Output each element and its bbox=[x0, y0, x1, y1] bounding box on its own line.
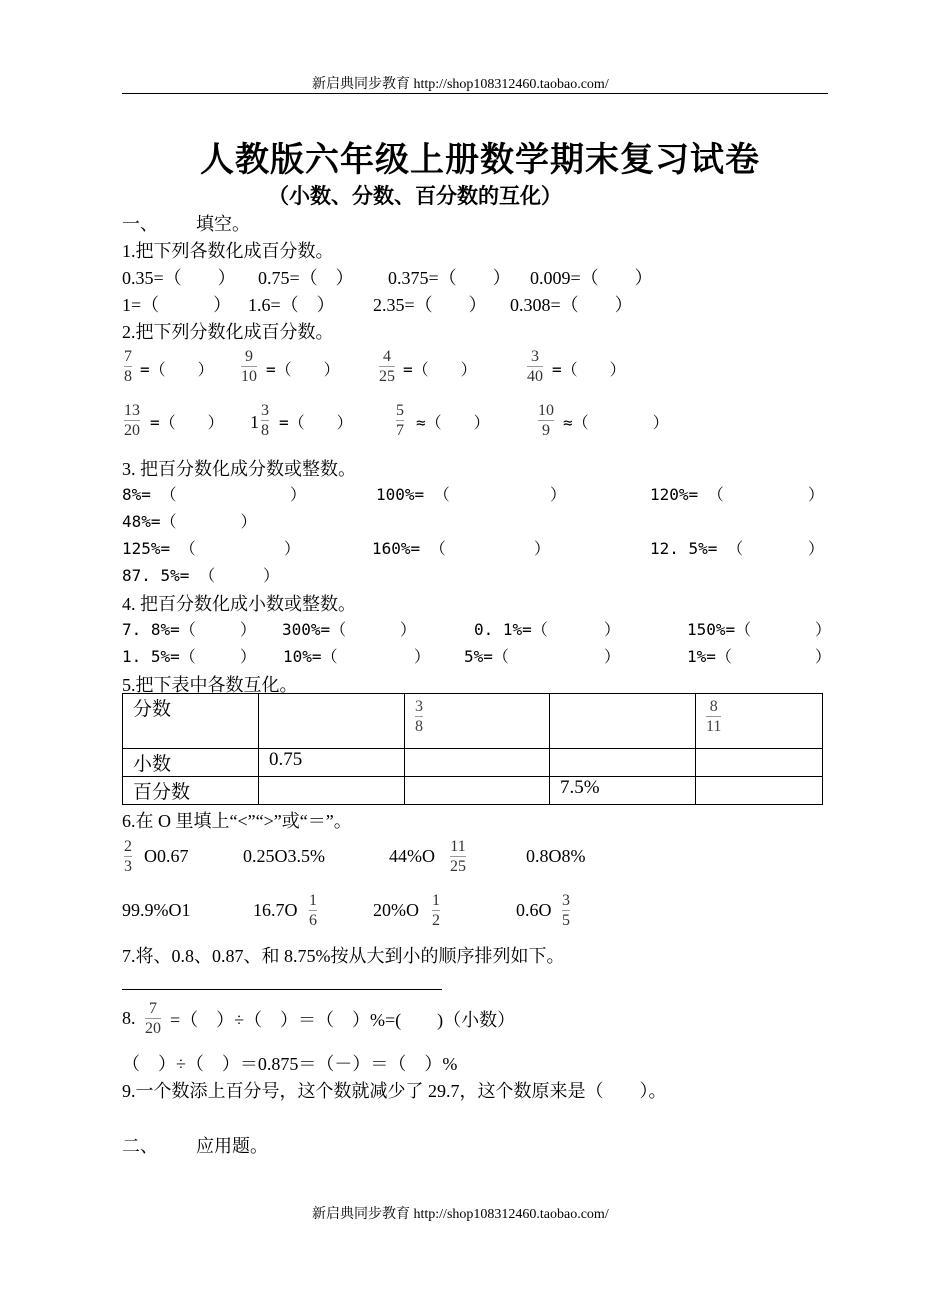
q4-title: 4. 把百分数化成小数或整数。 bbox=[122, 594, 356, 614]
q4-item: 7. 8%=（ bbox=[122, 620, 196, 639]
q4-item: ） bbox=[815, 620, 832, 639]
section-1-number: 一、 bbox=[122, 214, 158, 234]
table-cell bbox=[696, 777, 823, 805]
q6-comparison: O0.67 bbox=[144, 846, 189, 866]
q2-fraction: 4 25 bbox=[379, 348, 395, 385]
q3-item: 8%= （ bbox=[122, 485, 177, 504]
table-cell bbox=[405, 694, 550, 749]
q9-text: 9.一个数添上百分号，这个数就减少了 29.7，这个数原来是（ ）。 bbox=[122, 1081, 667, 1101]
table-row-label: 小数 bbox=[123, 749, 259, 777]
q3-item: 100%= （ bbox=[376, 485, 450, 504]
q3-item: ） bbox=[290, 485, 307, 504]
q3-item: ） bbox=[808, 485, 825, 504]
table-cell bbox=[550, 749, 696, 777]
q1-item: 0.375=（ ） bbox=[388, 268, 511, 288]
q1-title: 1.把下列各数化成百分数。 bbox=[122, 241, 334, 261]
q1-item: 0.308=（ ） bbox=[510, 295, 633, 315]
page-subtitle: （小数、分数、百分数的互化） bbox=[268, 183, 562, 208]
q1-item: 0.75=（ ） bbox=[258, 268, 354, 288]
q6-comparison: 20%O bbox=[373, 900, 419, 920]
q6-fraction: 11 25 bbox=[450, 838, 466, 875]
q7-answer-line bbox=[122, 989, 442, 990]
q5-title: 5.把下表中各数互化。 bbox=[122, 675, 298, 695]
q4-item: ） bbox=[240, 647, 257, 666]
q1-item: 0.35=（ ） bbox=[122, 268, 236, 288]
section-2-number: 二、 bbox=[122, 1136, 158, 1156]
q2-answer: ≈（ ） bbox=[416, 413, 490, 432]
table-cell bbox=[405, 749, 550, 777]
q7-text: 7.将、0.8、0.87、和 8.75%按从大到小的顺序排列如下。 bbox=[122, 946, 565, 966]
q6-comparison: 99.9%O1 bbox=[122, 900, 191, 920]
q6-fraction: 1 2 bbox=[432, 892, 440, 929]
q2-fraction: 3 8 bbox=[261, 402, 269, 439]
q2-fraction: 5 7 bbox=[396, 402, 404, 439]
page-footer: 新启典同步教育 http://shop108312460.taobao.com/ bbox=[312, 1207, 609, 1222]
q3-item: ） bbox=[284, 539, 301, 558]
q2-answer: =（ ） bbox=[279, 413, 353, 432]
q4-item: ） bbox=[240, 620, 257, 639]
q3-item: 87. 5%= （ ） bbox=[122, 566, 280, 585]
q6-fraction: 2 3 bbox=[124, 838, 132, 875]
q4-item: 150%=（ bbox=[687, 620, 752, 639]
q6-fraction: 3 5 bbox=[562, 892, 570, 929]
q2-answer: =（ ） bbox=[150, 413, 224, 432]
header-rule bbox=[122, 93, 828, 94]
q4-item: ） bbox=[400, 620, 417, 639]
table-cell bbox=[259, 777, 405, 805]
q1-item: 0.009=（ ） bbox=[530, 268, 653, 288]
table-cell bbox=[405, 777, 550, 805]
q2-fraction: 13 20 bbox=[124, 402, 140, 439]
table-fraction: $\frac{8}{11}$ bbox=[706, 698, 722, 735]
table-row bbox=[123, 777, 823, 805]
q4-item: 0. 1%=（ bbox=[474, 620, 548, 639]
q8-line-2: （ ）÷（ ）＝0.875＝（－）＝（ ）% bbox=[122, 1054, 458, 1074]
q3-item: 125%= （ bbox=[122, 539, 196, 558]
q1-item: 1=（ ） bbox=[122, 295, 232, 315]
q3-title: 3. 把百分数化成分数或整数。 bbox=[122, 459, 356, 479]
q4-item: ） bbox=[414, 647, 431, 666]
table-row-label: 分数 bbox=[123, 694, 259, 749]
q4-item: 1. 5%=（ bbox=[122, 647, 196, 666]
q6-comparison: 0.25O3.5% bbox=[243, 846, 325, 866]
q6-fraction: 1 6 bbox=[309, 892, 317, 929]
q6-title: 6.在 O 里填上“<”“>”或“＝”。 bbox=[122, 811, 352, 831]
page-title: 人教版六年级上册数学期末复习试卷 bbox=[200, 140, 760, 180]
table-cell bbox=[696, 694, 823, 749]
section-2-label: 应用题。 bbox=[196, 1136, 268, 1156]
q3-item: 48%=（ ） bbox=[122, 512, 257, 531]
q3-item: 160%= （ bbox=[372, 539, 446, 558]
q4-item: 1%=（ bbox=[687, 647, 732, 666]
q2-fraction: 7 8 bbox=[124, 348, 132, 385]
q1-item: 2.35=（ ） bbox=[373, 295, 487, 315]
q4-item: 10%=（ bbox=[283, 647, 338, 666]
q3-item: ） bbox=[550, 485, 567, 504]
table-row bbox=[123, 749, 823, 777]
q3-item: ） bbox=[808, 539, 825, 558]
q4-item: ） bbox=[604, 647, 621, 666]
section-1-label: 填空。 bbox=[196, 214, 250, 234]
table-cell bbox=[259, 694, 405, 749]
q8-number: 8. bbox=[122, 1008, 136, 1028]
table-cell bbox=[550, 694, 696, 749]
q3-item: 12. 5%= （ bbox=[650, 539, 744, 558]
q3-item: ） bbox=[534, 539, 551, 558]
q2-answer: =（ ） bbox=[266, 360, 340, 379]
table-fraction: $\frac{3}{8}$ bbox=[415, 698, 423, 735]
q4-item: 5%=（ bbox=[464, 647, 509, 666]
q4-item: ） bbox=[815, 647, 832, 666]
table-row-label: 百分数 bbox=[123, 777, 259, 805]
q2-fraction: 9 10 bbox=[241, 348, 257, 385]
q4-item: ） bbox=[604, 620, 621, 639]
q6-comparison: 16.7O bbox=[253, 900, 298, 920]
q8-fraction: 7 20 bbox=[145, 1000, 161, 1037]
q1-item: 1.6=（ ） bbox=[248, 295, 335, 315]
q2-answer: ≈（ ） bbox=[563, 413, 669, 432]
q8-line-1: =（ ）÷（ ）＝（ ）%=( )（小数） bbox=[170, 1010, 516, 1030]
q2-answer: =（ ） bbox=[140, 360, 214, 379]
q6-comparison: 0.8O8% bbox=[526, 846, 586, 866]
q6-comparison: 44%O bbox=[389, 846, 435, 866]
q3-item: 120%= （ bbox=[650, 485, 724, 504]
q2-title: 2.把下列分数化成百分数。 bbox=[122, 322, 334, 342]
q2-fraction: 10 9 bbox=[538, 402, 554, 439]
q2-fraction: 3 40 bbox=[527, 348, 543, 385]
q2-answer: =（ ） bbox=[552, 360, 626, 379]
table-cell: 0.75 bbox=[259, 749, 405, 777]
page-header: 新启典同步教育 http://shop108312460.taobao.com/ bbox=[312, 77, 609, 92]
q6-comparison: 0.6O bbox=[516, 900, 552, 920]
q4-item: 300%=（ bbox=[282, 620, 347, 639]
table-cell bbox=[696, 749, 823, 777]
table-cell: 7.5% bbox=[550, 777, 696, 805]
q2-answer: =（ ） bbox=[403, 360, 477, 379]
conversion-table bbox=[122, 693, 823, 805]
q2-whole-number: 1 bbox=[250, 412, 259, 432]
table-row bbox=[123, 694, 823, 749]
